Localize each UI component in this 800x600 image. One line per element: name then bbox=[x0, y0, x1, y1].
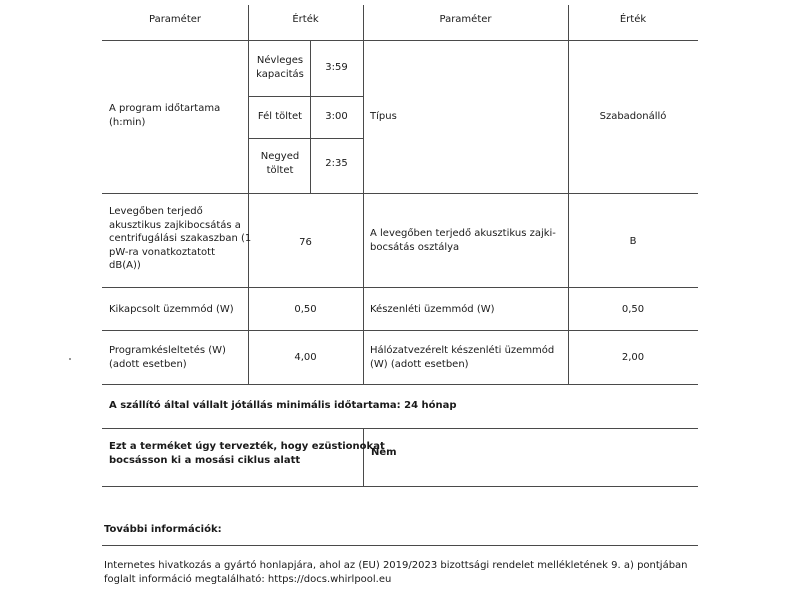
noise-class-label: A levegőben terjedő akusztikus zajki- bocsátás osztálya bbox=[370, 228, 556, 253]
warranty-text: A szállító által vállalt jótállás minimális időtartama: 24 hónap bbox=[109, 400, 457, 411]
rule bbox=[102, 384, 698, 385]
quarter-load-label: Negyed töltet bbox=[260, 151, 300, 176]
rule bbox=[102, 193, 698, 194]
stray-dot bbox=[69, 358, 71, 360]
rule bbox=[102, 40, 698, 41]
noise-class-value: B bbox=[629, 236, 637, 247]
rule bbox=[363, 5, 364, 384]
rule bbox=[102, 287, 698, 288]
header-param-right: Paraméter bbox=[439, 14, 492, 25]
header-param-left: Paraméter bbox=[148, 14, 202, 25]
rule bbox=[568, 5, 569, 384]
delay-label: Programkésleltetés (W) (adott esetben) bbox=[109, 345, 226, 370]
program-duration-label: A program időtartama (h:min) bbox=[109, 103, 221, 128]
rule bbox=[248, 96, 363, 97]
rule bbox=[102, 545, 698, 546]
networked-standby-value: 2,00 bbox=[621, 352, 645, 363]
standby-label: Készenléti üzemmód (W) bbox=[370, 304, 495, 315]
off-mode-value: 0,50 bbox=[294, 304, 317, 315]
delay-value: 4,00 bbox=[294, 352, 317, 363]
rule bbox=[102, 330, 698, 331]
header-value-right: Érték bbox=[619, 14, 647, 25]
networked-standby-label: Hálózatvezérelt készenléti üzemmód (W) (adott esetben) bbox=[370, 345, 555, 370]
half-load-label: Fél töltet bbox=[257, 111, 303, 122]
standby-value: 0,50 bbox=[621, 304, 645, 315]
rule bbox=[102, 486, 698, 487]
rated-capacity-label: Névleges kapacitás bbox=[256, 55, 304, 80]
silver-ions-label: Ezt a terméket úgy tervezték, hogy ezüstionokat bocsásson ki a mosási ciklus alatt bbox=[109, 441, 385, 466]
quarter-load-value: 2:35 bbox=[325, 158, 348, 169]
silver-ions-value: Nem bbox=[371, 447, 397, 458]
rule bbox=[248, 5, 249, 384]
noise-value: 76 bbox=[299, 237, 312, 248]
noise-label: Levegőben terjedő akusztikus zajkibocsátás a centrifugálási szakaszban (1 pW-ra vonatkoztatott dB(A)) bbox=[109, 206, 252, 271]
more-info-heading: További információk: bbox=[104, 524, 222, 535]
half-load-value: 3:00 bbox=[325, 111, 348, 122]
rule bbox=[102, 428, 698, 429]
manufacturer-link-text: Internetes hivatkozás a gyártó honlapjára, ahol az (EU) 2019/2023 bizottsági rendelet mellékletének 9. a) pontjában foglalt információ megtalálható: https://docs.whirlpool.eu bbox=[104, 560, 688, 585]
rated-capacity-value: 3:59 bbox=[325, 62, 348, 73]
type-value: Szabadonálló bbox=[599, 111, 667, 122]
off-mode-label: Kikapcsolt üzemmód (W) bbox=[109, 304, 234, 315]
header-value-left: Érték bbox=[292, 14, 319, 25]
type-label: Típus bbox=[370, 111, 397, 122]
rule bbox=[248, 138, 363, 139]
